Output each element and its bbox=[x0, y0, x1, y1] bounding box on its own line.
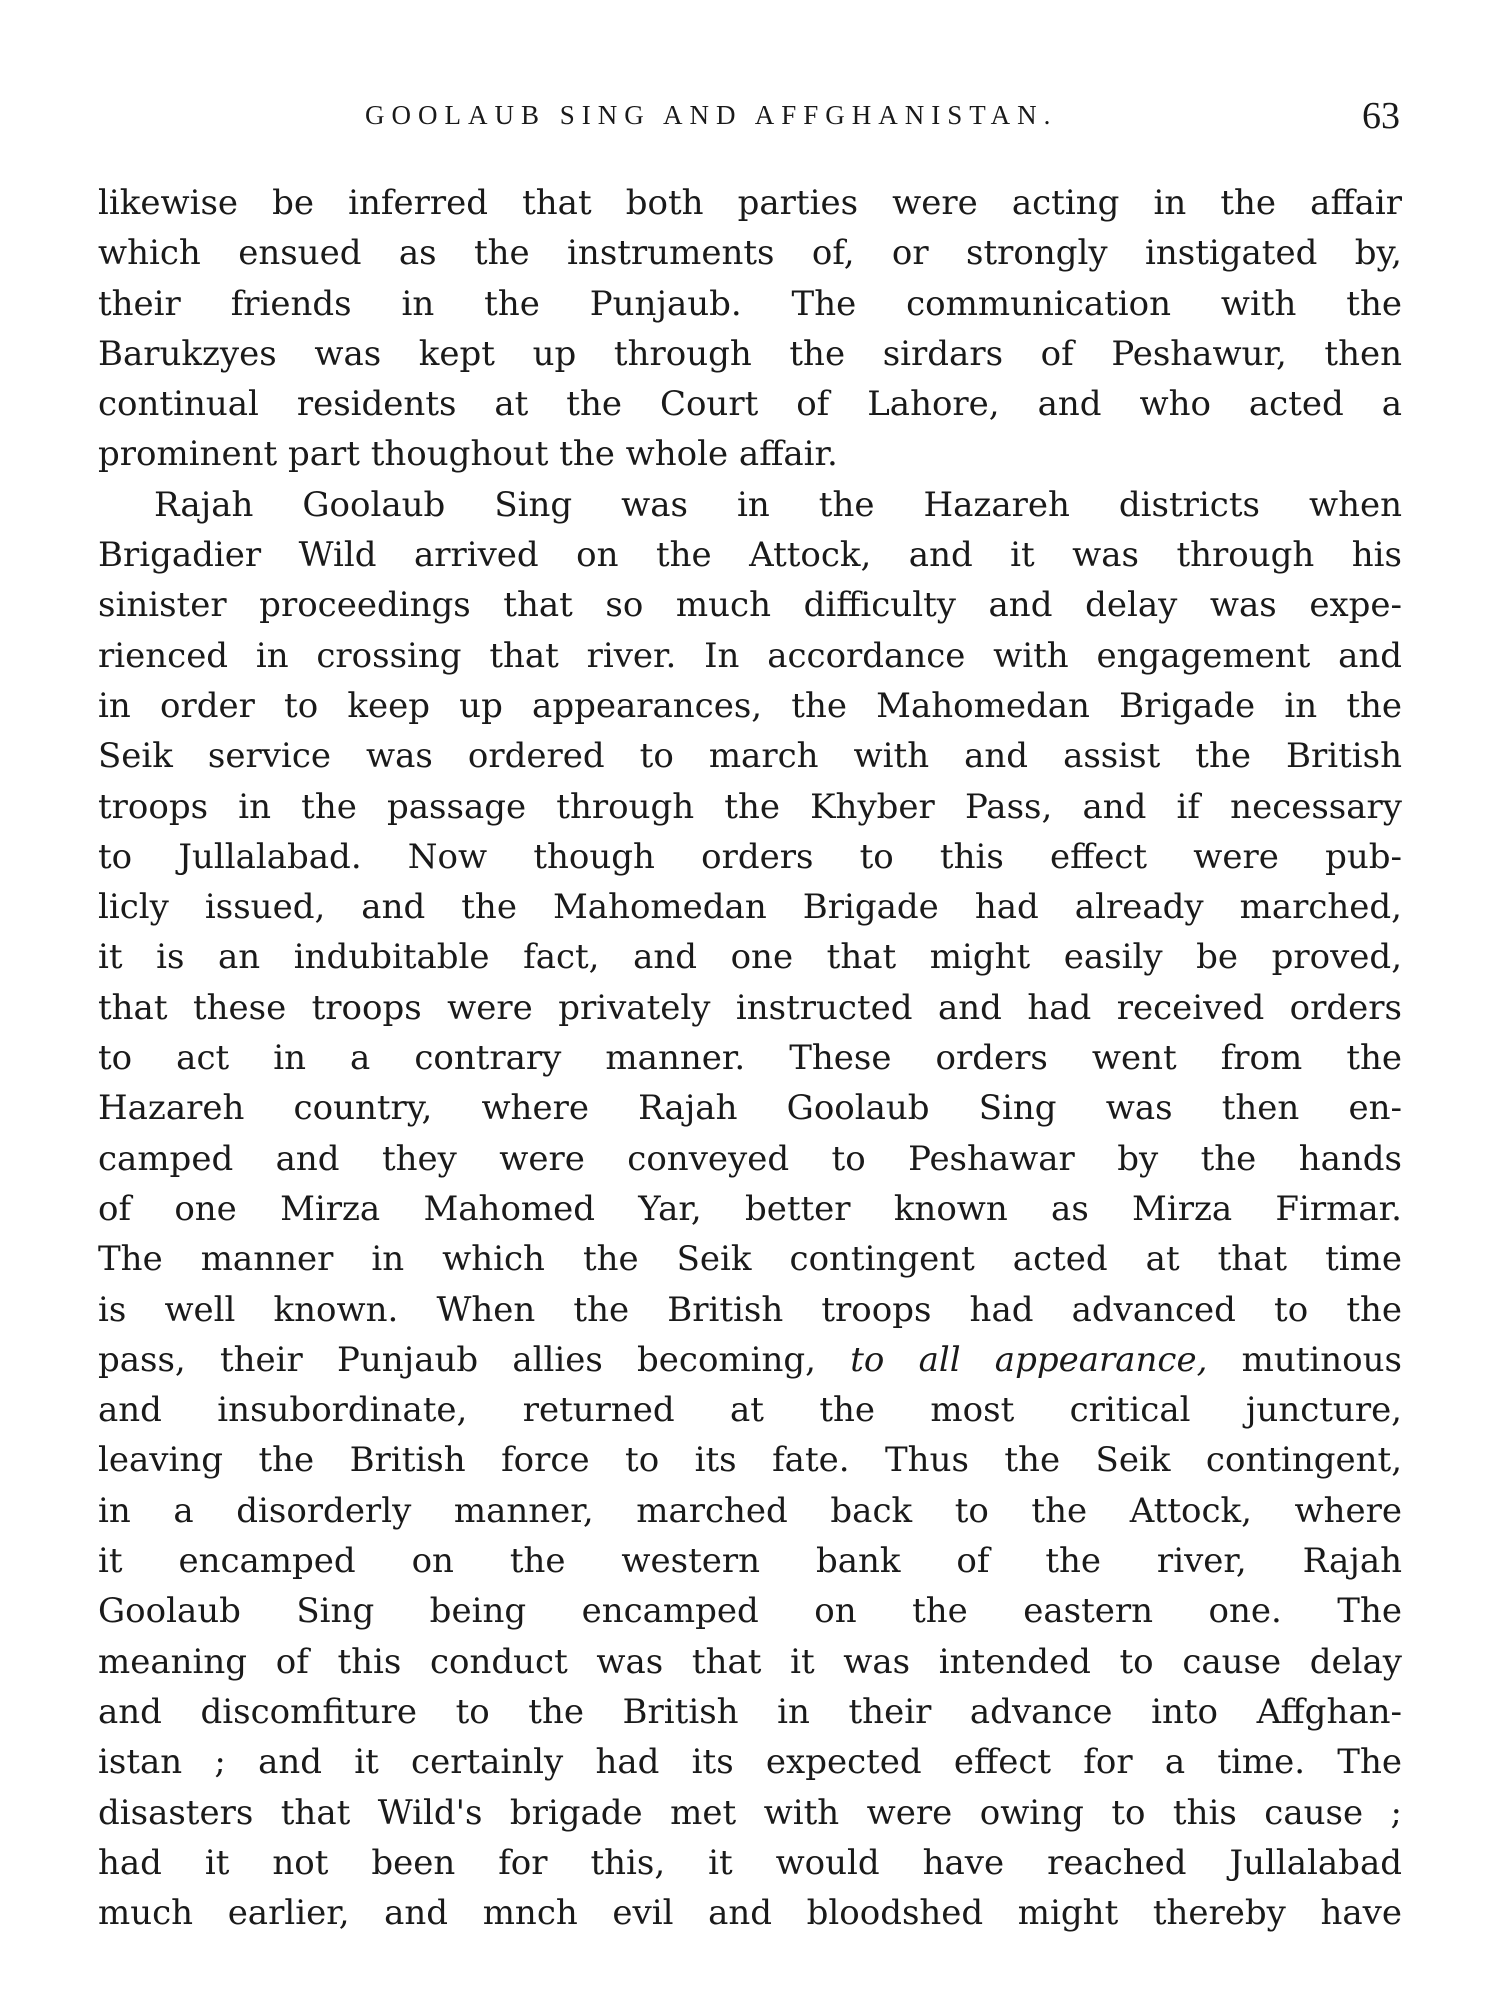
text-line: licly issued, and the Mahomedan Brigade had already marched, bbox=[98, 887, 1402, 928]
text-line: in order to keep up appearances, the Mahomedan Brigade in the bbox=[98, 685, 1402, 726]
text-line: The manner in which the Seik contingent acted at that time bbox=[98, 1239, 1402, 1280]
text-line: their friends in the Punjaub. The communication with the bbox=[98, 283, 1402, 324]
text-line: sinister proceedings that so much difficulty and delay was expe- bbox=[98, 585, 1402, 626]
text-line: Hazareh country, where Rajah Goolaub Sing was then en- bbox=[98, 1088, 1402, 1129]
text-line: is well known. When the British troops had advanced to the bbox=[98, 1289, 1402, 1330]
text-line: and insubordinate, returned at the most critical juncture, bbox=[98, 1390, 1402, 1431]
text-line: which ensued as the instruments of, or strongly instigated by, bbox=[98, 233, 1402, 274]
text-fragment: pass, their Punjaub allies becoming, bbox=[98, 1339, 851, 1380]
text-line: in a disorderly manner, marched back to the Attock, where bbox=[98, 1490, 1402, 1531]
text-line: istan ; and it certainly had its expected effect for a time. The bbox=[98, 1742, 1402, 1783]
text-line: Barukzyes was kept up through the sirdars of Peshawur, then bbox=[98, 333, 1402, 374]
text-line: prominent part thoughout the whole affair. bbox=[98, 434, 838, 475]
page-number: 63 bbox=[1362, 95, 1400, 137]
text-line: much earlier, and mnch evil and bloodshed might thereby have bbox=[98, 1893, 1402, 1934]
text-line: it encamped on the western bank of the river, Rajah bbox=[98, 1541, 1402, 1582]
text-line: Rajah Goolaub Sing was in the Hazareh districts when bbox=[154, 484, 1402, 525]
text-line: to act in a contrary manner. These orders went from the bbox=[98, 1038, 1402, 1079]
text-line: meaning of this conduct was that it was intended to cause delay bbox=[98, 1641, 1402, 1682]
text-line: likewise be inferred that both parties were acting in the affair bbox=[98, 183, 1402, 223]
text-fragment: mutinous bbox=[1207, 1339, 1402, 1380]
italic-phrase: to all appearance, bbox=[850, 1339, 1208, 1380]
text-line: continual residents at the Court of Lahore, and who acted a bbox=[98, 384, 1402, 425]
text-line: disasters that Wild's brigade met with were owing to this cause ; bbox=[98, 1792, 1402, 1833]
text-line: Brigadier Wild arrived on the Attock, and it was through his bbox=[98, 535, 1402, 576]
text-line: it is an indubitable fact, and one that might easily be proved, bbox=[98, 937, 1402, 978]
text-line: camped and they were conveyed to Peshawar by the hands bbox=[98, 1138, 1402, 1179]
body-text bbox=[98, 178, 1402, 1938]
text-line: troops in the passage through the Khyber Pass, and if necessary bbox=[98, 786, 1402, 827]
text-line: that these troops were privately instructed and had received orders bbox=[98, 987, 1402, 1028]
text-line-with-italic bbox=[98, 1335, 1402, 1385]
text-line: rienced in crossing that river. In accordance with engagement and bbox=[98, 635, 1402, 676]
text-line: Goolaub Sing being encamped on the eastern one. The bbox=[98, 1591, 1402, 1632]
text-line: leaving the British force to its fate. Thus the Seik contingent, bbox=[98, 1440, 1402, 1481]
running-head bbox=[100, 96, 1410, 146]
text-line: of one Mirza Mahomed Yar, better known as Mirza Firmar. bbox=[98, 1188, 1402, 1229]
text-line: Seik service was ordered to march with and assist the British bbox=[98, 736, 1402, 777]
text-line: to Jullalabad. Now though orders to this effect were pub- bbox=[98, 836, 1402, 877]
running-title: GOOLAUB SING AND AFFGHANISTAN. bbox=[365, 100, 1058, 130]
text-line: and discomfiture to the British in their advance into Affghan- bbox=[98, 1691, 1402, 1732]
text-line: had it not been for this, it would have reached Jullalabad bbox=[98, 1842, 1402, 1883]
